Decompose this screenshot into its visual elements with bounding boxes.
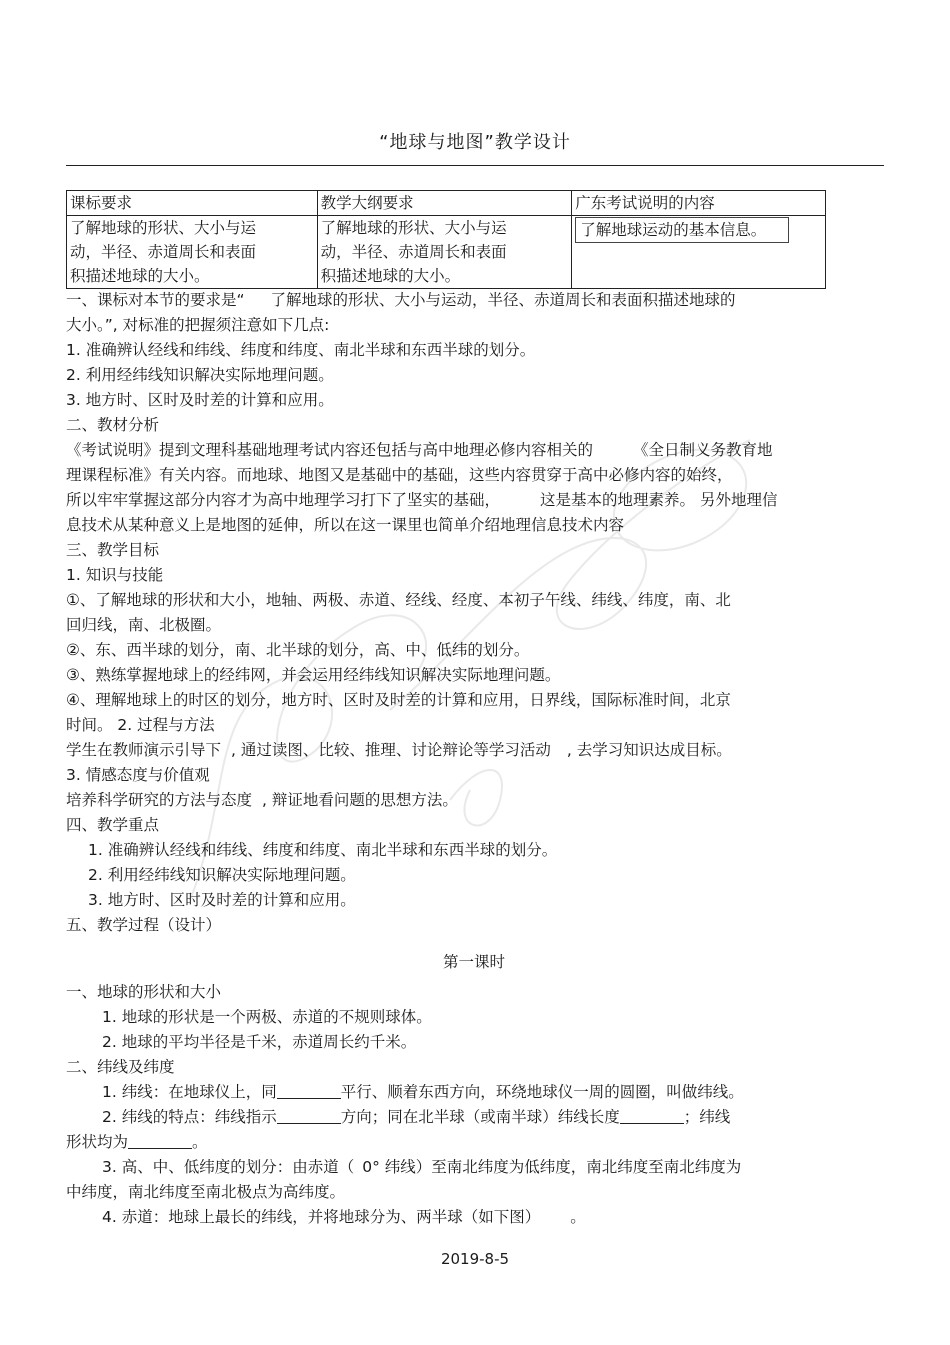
text-span: 《考试说明》提到文理科基础地理考试内容还包括与高中地理必修内容相关的: [66, 441, 594, 459]
list-item: [66, 1205, 886, 1230]
list-item: [66, 1080, 886, 1105]
list-item-cont: [66, 1130, 886, 1155]
header-syllabus: 教学大纲要求: [317, 191, 572, 216]
table-row: [67, 216, 826, 289]
cell-syllabus: [317, 216, 572, 289]
subheading: 3. 情感态度与价值观: [66, 766, 210, 784]
text-span: 了解地球的形状、大小与运动，半径、赤道周长和表面积描述地球的: [270, 291, 736, 309]
list-item-cont: 中纬度，南北纬度至南北极点为高纬度。: [66, 1183, 346, 1201]
fill-in-blank[interactable]: [620, 1107, 684, 1124]
page-footer-date: 2019-8-5: [440, 1250, 510, 1268]
fill-in-blank[interactable]: [128, 1132, 192, 1149]
list-item-cont: 回归线，南、北极圈。: [66, 616, 222, 634]
text-span: 2. 纬线的特点：纬线指示: [102, 1108, 277, 1126]
paragraph-line: 理课程标准》有关内容。而地球、地图又是基础中的基础，这些内容贯穿于高中必修内容的始终，: [66, 466, 733, 484]
cell-line: 了解地球的形状、大小与运: [320, 219, 507, 237]
cell-exam-description: [572, 216, 826, 289]
text-span: 培养科学研究的方法与态度: [66, 791, 253, 809]
cell-line: 了解地球的形状、大小与运: [70, 219, 257, 237]
paragraph-line: 息技术从某种意义上是地图的延伸，所以在这一课里也简单介绍地理信息技术内容: [66, 516, 625, 534]
text-span: 4. 赤道：地球上最长的纬线，并将地球分为、两半球（如下图）: [102, 1208, 541, 1226]
document-title: “地球与地图”教学设计: [379, 132, 571, 153]
cell-line: 动，半径、赤道周长和表面: [320, 243, 507, 261]
cell-line: 积描述地球的大小。: [70, 267, 210, 285]
list-item: ①、了解地球的形状和大小，地轴、两极、赤道、经线、经度、本初子午线、纬线、纬度，南、北: [66, 591, 731, 609]
lesson-title: 第一课时: [442, 953, 505, 971]
table-header-row: [67, 191, 826, 216]
part1-heading: 一、地球的形状和大小: [66, 983, 222, 1001]
section4-heading: 四、教学重点: [66, 816, 160, 834]
section5-heading: 五、教学过程（设计）: [66, 916, 222, 934]
section2-heading: 二、教材分析: [66, 416, 160, 434]
text-span: 。: [570, 1208, 586, 1226]
text-span: , 辩证地看问题的思想方法。: [262, 791, 458, 809]
list-item: 3. 地方时、区时及时差的计算和应用。: [88, 891, 356, 909]
cell-curriculum-standard: [67, 216, 318, 289]
fill-in-blank[interactable]: [277, 1082, 341, 1099]
list-item: 2. 地球的平均半径是千米，赤道周长约千米。: [102, 1033, 417, 1051]
paragraph-line: [66, 438, 886, 463]
list-item: 1. 准确辨认经线和纬线、纬度和纬度、南北半球和东西半球的划分。: [88, 841, 558, 859]
header-exam-description: 广东考试说明的内容: [572, 191, 826, 216]
section3-heading: 三、教学目标: [66, 541, 160, 559]
cell-line: 动，半径、赤道周长和表面: [70, 243, 257, 261]
list-item: ④、理解地球上的时区的划分，地方时、区时及时差的计算和应用，日界线，国际标准时间，北京: [66, 691, 731, 709]
text-span: ；纬线: [683, 1108, 731, 1126]
list-item-cont: 时间。 2. 过程与方法: [66, 716, 215, 734]
list-item: 1. 地球的形状是一个两极、赤道的不规则球体。: [102, 1008, 432, 1026]
text-span: 《全日制义务教育地: [633, 441, 773, 459]
text-span: 3. 高、中、低纬度的划分：由赤道（: [102, 1158, 355, 1176]
text-span: 。: [192, 1133, 208, 1151]
list-item: ②、东、西半球的划分，南、北半球的划分，高、中、低纬的划分。: [66, 641, 530, 659]
text-span: 1. 纬线：在地球仪上，同: [102, 1083, 277, 1101]
section1-heading-cont: 大小。”, 对标准的把握须注意如下几点:: [66, 316, 330, 334]
subheading: 1. 知识与技能: [66, 566, 164, 584]
cell-line: 积描述地球的大小。: [320, 267, 461, 285]
list-item: 3. 地方时、区时及时差的计算和应用。: [66, 391, 334, 409]
list-item: [66, 1155, 886, 1180]
paragraph-line: [66, 738, 886, 763]
text-span: 形状均为: [66, 1133, 129, 1151]
section1-heading: [66, 288, 886, 313]
fill-in-blank[interactable]: [277, 1107, 341, 1124]
text-span: 平行、顺着东西方向，环绕地球仪一周的圆圈，叫做纬线。: [340, 1083, 744, 1101]
text-span: , 去学习知识达成目标。: [566, 741, 732, 759]
list-item: 2. 利用经纬线知识解决实际地理问题。: [88, 866, 356, 884]
text-span: 0° 纬线）至南北纬度为低纬度，南北纬度至南北纬度为: [362, 1158, 742, 1176]
text-span: 学生在教师演示引导下: [66, 741, 222, 759]
text-span: 这是基本的地理素养。 另外地理信: [540, 491, 778, 509]
list-item: 1. 准确辨认经线和纬线、纬度和纬度、南北半球和东西半球的划分。: [66, 341, 536, 359]
boxed-text: 了解地球运动的基本信息。: [575, 217, 789, 243]
text-span: 方向；同在北半球（或南半球）纬线长度: [340, 1108, 620, 1126]
text-span: 一、课标对本节的要求是“: [66, 291, 245, 309]
paragraph-line: [66, 788, 886, 813]
title-rule: [66, 165, 884, 166]
paragraph-line: [66, 488, 886, 513]
list-item: 2. 利用经纬线知识解决实际地理问题。: [66, 366, 334, 384]
requirements-table: [66, 190, 826, 289]
list-item: ③、熟练掌握地球上的经纬网，并会运用经纬线知识解决实际地理问题。: [66, 666, 561, 684]
document-body: [66, 288, 886, 1230]
text-span: , 通过读图、比较、推理、讨论辩论等学习活动: [231, 741, 551, 759]
list-item: [66, 1105, 886, 1130]
text-span: 所以牢牢掌握这部分内容才为高中地理学习打下了坚实的基础，: [66, 491, 501, 509]
part2-heading: 二、纬线及纬度: [66, 1058, 175, 1076]
header-curriculum-standard: 课标要求: [67, 191, 318, 216]
